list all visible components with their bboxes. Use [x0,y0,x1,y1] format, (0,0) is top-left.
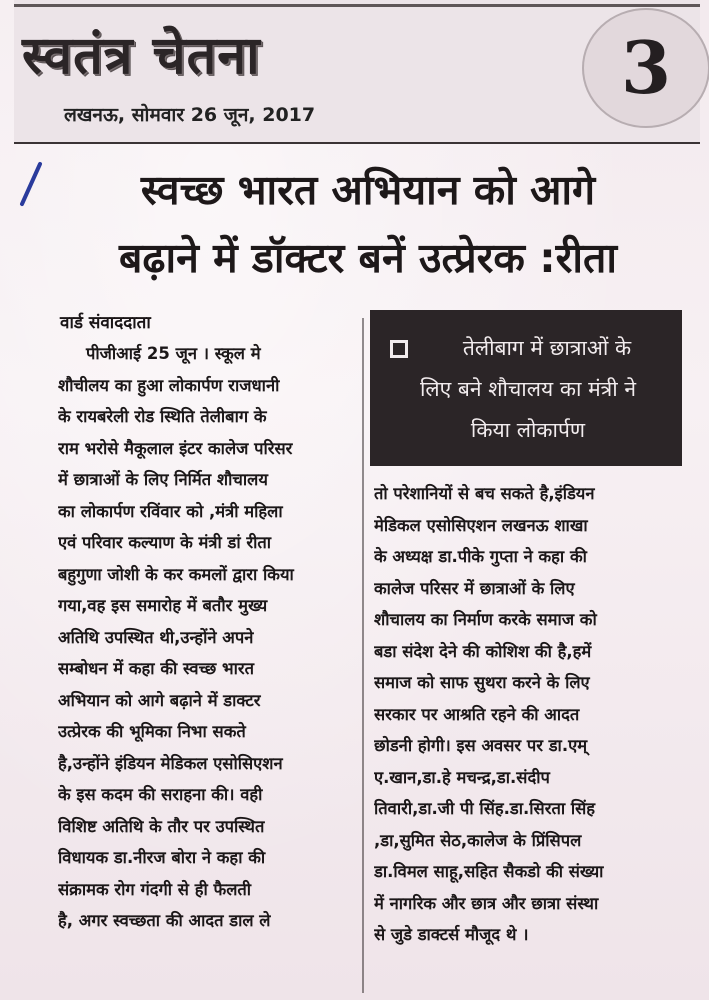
text-line: शौचालय का निर्माण करके समाज को [374,610,597,629]
text-line: में नागरिक और छात्र और छात्रा संस्था [374,893,599,913]
text-line: सरकार पर आश्रति रहने की आदत [374,704,580,724]
text-line: एवं परिवार कल्याण के मंत्री डां रीता [58,533,272,552]
text-line: पीजीआई 25 जून । स्कूल मे [86,344,261,363]
text-line: छोडनी होगी। इस अवसर पर डा.एम् [374,736,588,755]
text-line: संक्रामक रोग गंदगी से ही फैलती [58,879,252,899]
masthead [14,0,700,144]
highlight-line: लिए बने शौचालय का मंत्री ने [419,377,637,401]
text-line: सम्बोधन में कहा की स्वच्छ भारत [58,659,255,678]
text-line: ,डा,सुमित सेठ,कालेज के प्रिंसिपल [374,830,582,850]
text-line: का लोकार्पण रविंवार को ,मंत्री महिला [58,501,283,521]
text-line: के रायबरेली रोड स्थिति तेलीबाग के [58,407,267,426]
article-column-left [58,338,354,993]
article-headline [38,156,698,296]
highlight-box [370,310,682,466]
bleed-through-mark [466,36,576,96]
text-line: तिवारी,डा.जी पी सिंह.डा.सिरता सिंह [374,799,596,818]
highlight-line: तेलीबाग में छात्राओं के [462,336,632,360]
text-line: राम भरोसे मैकूलाल इंटर कालेज परिसर [58,438,293,458]
text-line: अतिथि उपस्थित थी,उन्होंने अपने [58,627,254,647]
text-line: शौचीलय का हुआ लोकार्पण राजधानी [58,375,280,395]
masthead-rule [14,4,700,7]
highlight-line: किया लोकार्पण [470,418,586,442]
text-line: के इस कदम की सराहना की। वही [58,785,263,804]
headline-line: स्वच्छ भारत अभियान को आगे [140,166,596,214]
text-line: कालेज परिसर में छात्राओं के लिए [374,578,575,598]
text-line: तो परेशानियों से बच सकते है,इंडियन [374,484,595,503]
page-number-badge [582,8,709,128]
text-line: मेडिकल एसोसिएशन लखनऊ शाखा [374,515,588,535]
text-line: से जुडे डाक्टर्स मौजूद थे । [374,925,529,944]
text-line: विशिष्ट अतिथि के तौर पर उपस्थित [58,816,265,836]
text-line: गया,वह इस समारोह में बतौर मुख्य [58,596,268,615]
byline: वार्ड संवाददाता [60,313,151,333]
text-line: समाज को साफ सुथरा करने के लिए [374,673,590,692]
text-line: उत्प्रेरक की भूमिका निभा सकते [58,722,246,741]
text-line: डा.विमल साहू,सहित सैकडो की संख्या [374,862,604,881]
dateline: लखनऊ, सोमवार 26 जून, 2017 [64,104,316,126]
text-line: बडा संदेश देने की कोशिश की है,हमें [374,641,592,661]
text-line: है, अगर स्वच्छता की आदत डाल ले [58,911,271,930]
page-number: 3 [620,25,672,110]
text-line: ए.खान,डा.हे मचन्द्र,डा.संदीप [374,767,550,787]
text-line: विधायक डा.नीरज बोरा ने कहा की [58,848,266,867]
headline-line: बढ़ाने में डॉक्टर बनें उत्प्रेरक :रीता [119,234,617,282]
text-line: है,उन्होंने इंडियन मेडिकल एसोसिएशन [58,753,283,773]
text-line: के अध्यक्ष डा.पीके गुप्ता ने कहा की [374,547,587,566]
newspaper-title: स्वतंत्र चेतना [22,25,261,86]
article-column-right [374,478,692,988]
column-divider [362,318,364,993]
text-line: बहुगुणा जोशी के कर कमलों द्वारा किया [58,564,294,584]
highlight-text [382,328,674,458]
text-line: अभियान को आगे बढ़ाने में डाक्टर [58,690,261,710]
text-line: में छात्राओं के लिए निर्मित शौचालय [58,470,268,489]
